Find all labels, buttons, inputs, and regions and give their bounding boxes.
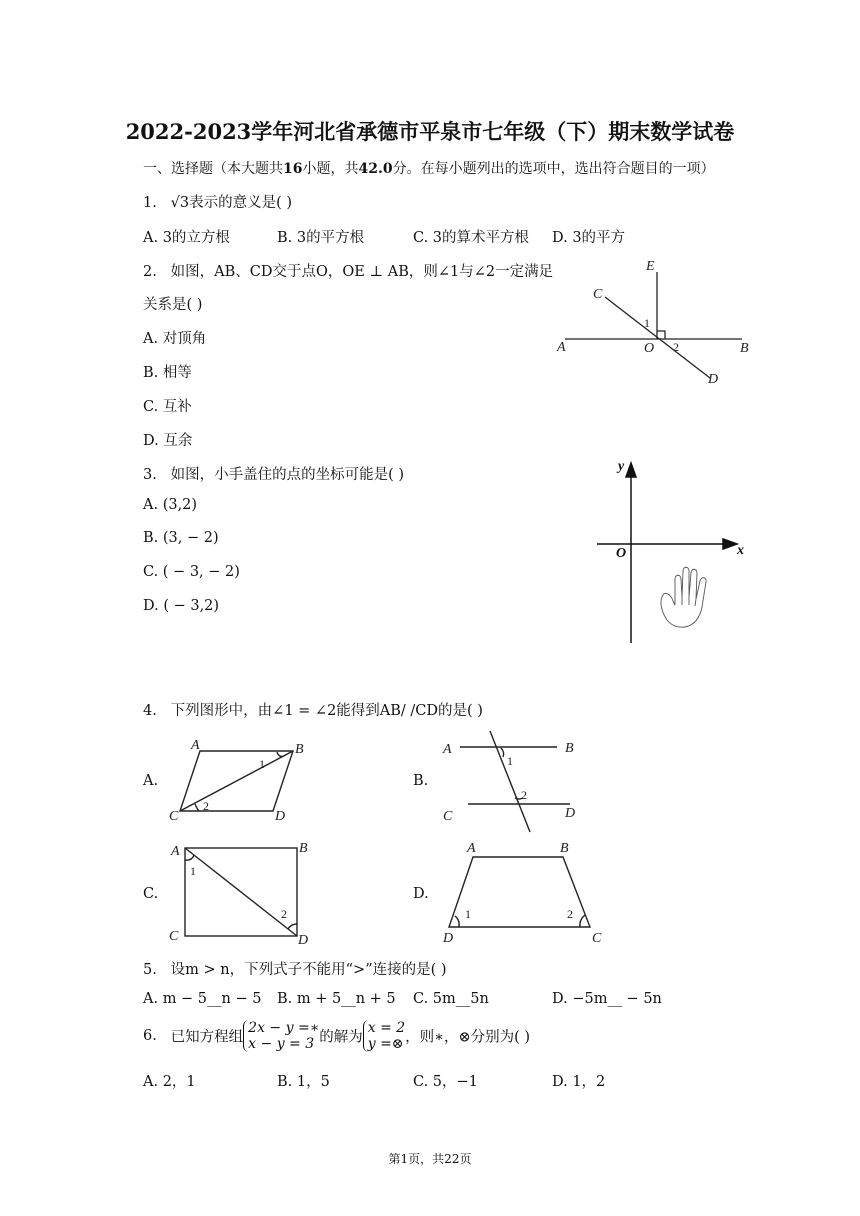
q4-figure-d	[435, 836, 610, 951]
label-c: C	[169, 809, 179, 824]
q4-option-a-label: A.	[143, 773, 159, 789]
label-b: B	[560, 841, 569, 856]
label-d: D	[275, 809, 286, 824]
q3-option-d: D. ( − 3,2)	[143, 598, 220, 614]
q6-sol1: x = 2	[367, 1020, 406, 1036]
q4-text: 下列图形中，由∠1 = ∠2能得到AB/ /CD的是( )	[170, 703, 483, 719]
label-d: D	[565, 806, 576, 821]
section-mid2: 分。在每小题列出的选项中，选出符合题目的一项）	[392, 161, 715, 177]
label-d: D	[443, 931, 454, 946]
label-x: x	[737, 543, 744, 558]
q1-number: 1.	[143, 195, 157, 211]
label-angle-2: 2	[567, 907, 573, 921]
label-y: y	[618, 459, 625, 474]
label-a: A	[557, 340, 566, 355]
angle-mark-1	[277, 752, 284, 757]
q1-option-a: A. 3的立方根	[143, 230, 230, 246]
page-title: 2022-2023学年河北省承德市平泉市七年级（下）期末数学试卷	[125, 119, 735, 144]
q1-option-c: C. 3的算术平方根	[413, 230, 530, 246]
q6-equation-system	[243, 1020, 319, 1052]
label-b: B	[565, 741, 574, 756]
q4-figure-b	[435, 726, 590, 836]
q6-mid: 的解为	[319, 1029, 363, 1046]
q3-stem	[143, 463, 404, 484]
q5-option-d: D. −5m__ − 5n	[552, 991, 662, 1007]
label-a: A	[191, 738, 200, 753]
label-b: B	[740, 341, 749, 356]
q5-number: 5.	[143, 962, 157, 978]
q2-option-b: B. 相等	[143, 365, 192, 381]
q6-option-d: D. 1，2	[552, 1074, 606, 1090]
angle-mark-2	[288, 924, 297, 929]
q2-text-line1: 如图，AB、CD交于点O，OE ⊥ AB，则∠1与∠2一定满足	[170, 264, 554, 280]
angle-mark-2	[580, 915, 585, 927]
q6-option-b: B. 1，5	[277, 1074, 330, 1090]
label-a: A	[171, 844, 180, 859]
label-a: A	[467, 841, 476, 856]
q4-figure-c	[165, 836, 320, 951]
q1-text: 表示的意义是( )	[189, 195, 293, 211]
q2-option-d: D. 互余	[143, 433, 193, 449]
q3-option-b: B. (3, − 2)	[143, 530, 219, 546]
q5-option-b: B. m + 5__n + 5	[277, 991, 396, 1007]
q2-option-c: C. 互补	[143, 399, 192, 415]
label-angle-2: 2	[673, 340, 679, 354]
label-o: O	[644, 341, 655, 356]
q3-figure	[585, 455, 760, 650]
label-d: D	[708, 372, 719, 387]
label-e: E	[646, 259, 655, 274]
q6-option-a: A. 2，1	[143, 1074, 196, 1090]
q3-option-c: C. ( − 3, − 2)	[143, 564, 240, 580]
label-angle-1: 1	[259, 757, 265, 771]
transversal	[490, 731, 530, 832]
label-b: B	[299, 841, 308, 856]
q3-text: 如图，小手盖住的点的坐标可能是( )	[170, 467, 405, 483]
q2-stem-line1	[143, 260, 553, 281]
q1-option-b: B. 3的平方根	[277, 230, 365, 246]
label-angle-1: 1	[507, 754, 513, 768]
q3-number: 3.	[143, 467, 157, 483]
q4-option-c-label: C.	[143, 886, 159, 902]
q6-eq1: 2x − y =∗	[248, 1020, 320, 1036]
y-axis-arrow	[626, 463, 636, 477]
x-axis-arrow	[723, 539, 737, 549]
q6-number: 6.	[143, 1028, 157, 1044]
q6-pre: 已知方程组	[170, 1029, 244, 1046]
label-angle-2: 2	[203, 799, 209, 813]
q5-text: 设m > n，下列式子不能用“>”连接的是( )	[170, 962, 447, 978]
q5-stem	[143, 958, 447, 979]
angle-mark-1	[455, 916, 459, 927]
q6-option-c: C. 5，−1	[413, 1074, 478, 1090]
angle-mark-1	[185, 855, 194, 860]
label-angle-1: 1	[190, 864, 196, 878]
hand-icon	[661, 567, 706, 627]
q2-number: 2.	[143, 264, 157, 280]
label-c: C	[443, 809, 453, 824]
label-angle-1: 1	[465, 907, 471, 921]
section-heading	[143, 158, 715, 178]
q4-number: 4.	[143, 703, 157, 719]
q5-option-a: A. m − 5__n − 5	[143, 991, 262, 1007]
page-footer: 第1页，共22页	[388, 1152, 472, 1166]
label-c: C	[593, 287, 603, 302]
angle-mark-1	[501, 748, 504, 757]
q1-radical: √3	[170, 195, 190, 211]
label-d: D	[298, 933, 309, 948]
q1-option-d: D. 3的平方	[552, 230, 626, 246]
section-score: 42.0	[358, 161, 393, 177]
q2-figure	[550, 252, 760, 392]
q2-stem-line2: 关系是( )	[143, 297, 203, 313]
q4-stem	[143, 699, 483, 720]
q3-option-a: A. (3,2)	[143, 497, 198, 513]
q4-option-d-label: D.	[413, 886, 429, 902]
q1-stem	[143, 191, 292, 212]
label-b: B	[295, 742, 304, 757]
q6-post: ，则∗，⊗分别为( )	[405, 1029, 531, 1046]
diagonal-ad	[185, 848, 297, 936]
label-origin: O	[616, 546, 627, 561]
label-angle-1: 1	[644, 316, 650, 330]
section-count: 16	[283, 161, 303, 177]
q6-sol2: y =⊗	[367, 1036, 404, 1052]
q6-eq2: x − y = 3	[248, 1036, 315, 1052]
q5-option-c: C. 5m__5n	[413, 991, 489, 1007]
label-c: C	[169, 929, 179, 944]
q4-figure-a	[165, 736, 315, 826]
q6-solution-system	[363, 1020, 405, 1052]
label-c: C	[592, 931, 602, 946]
label-a: A	[443, 742, 452, 757]
section-mid1: 小题，共	[302, 161, 359, 177]
q6-stem	[143, 1020, 530, 1052]
angle-mark-2	[195, 804, 199, 811]
label-angle-2: 2	[281, 907, 287, 921]
q2-option-a: A. 对顶角	[143, 331, 207, 347]
q4-option-b-label: B.	[413, 773, 429, 789]
section-prefix: 一、选择题（本大题共	[143, 161, 283, 177]
label-angle-2: 2	[521, 788, 527, 802]
